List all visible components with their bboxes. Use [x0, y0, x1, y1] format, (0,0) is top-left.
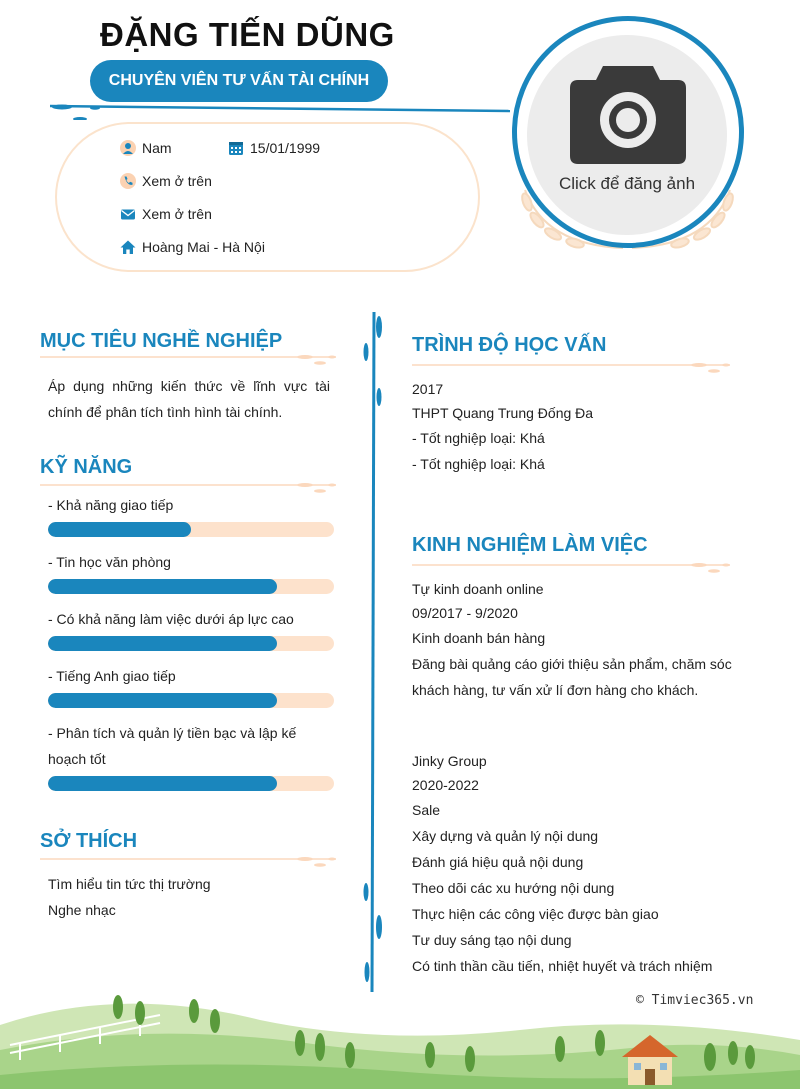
skill-bar [48, 693, 334, 708]
career-goal-text: Áp dụng những kiến thức về lĩnh vực tài chính để phân tích tình hình tài chính. [48, 378, 330, 420]
job-company: Tự kinh doanh online [412, 581, 544, 597]
section-decor-line [412, 560, 730, 574]
column-divider [360, 312, 390, 992]
job-task: Đánh giá hiệu quả nội dung [412, 854, 584, 870]
education-detail: - Tốt nghiệp loại: Khá [412, 430, 545, 446]
section-decor-line [412, 360, 730, 374]
gender-value: Nam [142, 140, 172, 156]
email-row [120, 206, 212, 222]
education-detail: - Tốt nghiệp loại: Khá [412, 456, 545, 472]
career-goal-title: MỤC TIÊU NGHỀ NGHIỆP [40, 330, 283, 352]
skill-label: - Phân tích và quản lý tiền bạc và lập kế hoạch tốt [48, 725, 297, 767]
job-task: Tư duy sáng tạo nội dung [412, 932, 572, 948]
skill-bar-fill [48, 636, 277, 651]
section-decor-line [40, 352, 336, 366]
skill-label: - Tiếng Anh giao tiếp [48, 668, 176, 684]
phone-value: Xem ở trên [142, 173, 212, 189]
home-icon [120, 239, 136, 255]
copyright-text: © Timviec365.vn [636, 993, 754, 1008]
hobby-item: Nghe nhạc [48, 902, 116, 918]
skill-bar-fill [48, 693, 277, 708]
skill-bar-fill [48, 522, 191, 537]
person-icon [120, 140, 136, 156]
skill-label: - Tin học văn phòng [48, 554, 171, 570]
job-period: 2020-2022 [412, 777, 479, 793]
job-task: Thực hiện các công việc được bàn giao [412, 906, 659, 922]
skills-title: KỸ NĂNG [40, 456, 133, 478]
dob-value: 15/01/1999 [250, 140, 321, 156]
position-title: CHUYÊN VIÊN TƯ VẤN TÀI CHÍNH [90, 60, 388, 102]
job-description: Đăng bài quảng cáo giới thiệu sản phẩm, chăm sóc khách hàng, tư vấn xử lí đơn hàng cho khách. [412, 656, 732, 698]
dob-row [228, 140, 320, 156]
skill-label: - Có khả năng làm việc dưới áp lực cao [48, 611, 294, 627]
job-task: Có tinh thần cầu tiến, nhiệt huyết và trách nhiệm [412, 958, 713, 974]
job-role: Sale [412, 802, 441, 818]
photo-upload-caption[interactable]: Click để đăng ảnh [558, 174, 696, 193]
education-year: 2017 [412, 381, 444, 397]
skill-bar [48, 522, 334, 537]
education-school: THPT Quang Trung Đống Đa [412, 405, 594, 421]
experience-title: KINH NGHIỆM LÀM VIỆC [412, 534, 648, 556]
skill-bar [48, 579, 334, 594]
mail-icon [120, 206, 136, 222]
skill-bar [48, 776, 334, 791]
phone-icon [120, 173, 136, 189]
calendar-icon [228, 140, 244, 156]
skill-bar [48, 636, 334, 651]
education-title: TRÌNH ĐỘ HỌC VẤN [412, 334, 607, 356]
address-value: Hoàng Mai - Hà Nội [142, 239, 265, 255]
job-task: Theo dõi các xu hướng nội dung [412, 880, 615, 896]
job-company: Jinky Group [412, 753, 487, 769]
email-value: Xem ở trên [142, 206, 212, 222]
phone-row [120, 173, 212, 189]
job-role: Kinh doanh bán hàng [412, 630, 546, 646]
job-task: Xây dựng và quản lý nội dung [412, 828, 599, 844]
gender-row [120, 140, 172, 156]
job-period: 09/2017 - 9/2020 [412, 605, 518, 621]
address-row [120, 239, 265, 255]
skill-label: - Khả năng giao tiếp [48, 497, 174, 513]
hobby-item: Tìm hiểu tin tức thị trường [48, 876, 211, 892]
header-decor-line [50, 100, 510, 120]
hobbies-title: SỞ THÍCH [40, 830, 138, 852]
candidate-name: ĐẶNG TIẾN DŨNG [100, 16, 395, 53]
section-decor-line [40, 854, 336, 868]
camera-icon[interactable] [568, 60, 688, 168]
skill-bar-fill [48, 776, 277, 791]
skill-bar-fill [48, 579, 277, 594]
